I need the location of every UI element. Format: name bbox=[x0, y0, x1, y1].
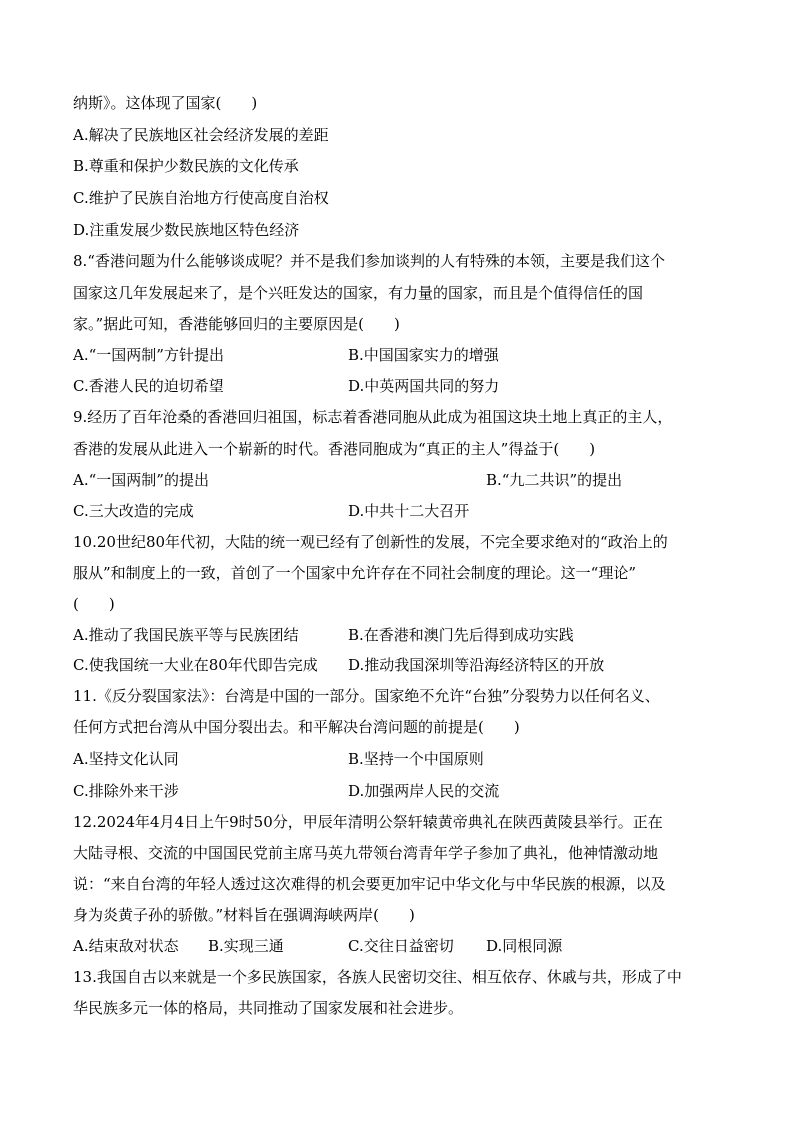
q10-option-c[interactable]: C.使我国统一大业在80年代即告完成 bbox=[73, 656, 318, 674]
q10-stem-line-2: 服从”和制度上的一致，首创了一个国家中允许存在不同社会制度的理论。这一“理论” bbox=[73, 564, 637, 582]
q7-option-b[interactable]: B.尊重和保护少数民族的文化传承 bbox=[73, 157, 299, 175]
q8-stem-line-1: 8.“香港问题为什么能够谈成呢？并不是我们参加谈判的人有特殊的本领，主要是我们这个 bbox=[73, 252, 665, 270]
q10-stem-line-3: ( ) bbox=[73, 595, 115, 613]
q12-stem-line-2: 大陆寻根、交流的中国国民党前主席马英九带领台湾青年学子参加了典礼，他神情激动地 bbox=[73, 844, 659, 862]
q8-option-d[interactable]: D.中英两国共同的努力 bbox=[348, 377, 500, 395]
q8-stem-line-2: 国家这几年发展起来了，是个兴旺发达的国家，有力量的国家，而且是个值得信任的国 bbox=[73, 284, 644, 302]
q8-option-c[interactable]: C.香港人民的迫切希望 bbox=[73, 377, 224, 395]
q11-option-c[interactable]: C.排除外来干涉 bbox=[73, 782, 179, 800]
q11-option-d[interactable]: D.加强两岸人民的交流 bbox=[348, 782, 500, 800]
q7-option-c[interactable]: C.维护了民族自治地方行使高度自治权 bbox=[73, 189, 329, 207]
q10-option-b[interactable]: B.在香港和澳门先后得到成功实践 bbox=[348, 626, 574, 644]
q9-option-b[interactable]: B.“九二共识”的提出 bbox=[486, 471, 623, 489]
q10-option-d[interactable]: D.推动我国深圳等沿海经济特区的开放 bbox=[348, 656, 605, 674]
q11-stem-line-2: 任何方式把台湾从中国分裂出去。和平解决台湾问题的前提是( ) bbox=[73, 718, 520, 736]
q11-option-a[interactable]: A.坚持文化认同 bbox=[73, 750, 179, 768]
q9-option-a[interactable]: A.“一国两制”的提出 bbox=[73, 471, 209, 489]
q8-option-a[interactable]: A.“一国两制”方针提出 bbox=[73, 346, 224, 364]
q9-stem-line-2: 香港的发展从此进入一个崭新的时代。香港同胞成为“真正的主人”得益于( ) bbox=[73, 440, 596, 458]
q9-option-c[interactable]: C.三大改造的完成 bbox=[73, 502, 194, 520]
q10-option-a[interactable]: A.推动了我国民族平等与民族团结 bbox=[73, 626, 299, 644]
q12-option-a[interactable]: A.结束敌对状态 bbox=[73, 937, 179, 955]
q11-stem-line-1: 11.《反分裂国家法》：台湾是中国的一部分。国家绝不允许“台独”分裂势力以任何名义、 bbox=[73, 687, 660, 705]
q12-stem-line-4: 身为炎黄子孙的骄傲。”材料旨在强调海峡两岸( ) bbox=[73, 906, 415, 924]
q10-stem-line-1: 10.20世纪80年代初，大陆的统一观已经有了创新性的发展，不完全要求绝对的“政治上的 bbox=[73, 533, 668, 551]
q13-stem-line-1: 13.我国自古以来就是一个多民族国家，各族人民密切交往、相互依存、休戚与共，形成了中 bbox=[73, 968, 682, 986]
q11-option-b[interactable]: B.坚持一个中国原则 bbox=[348, 750, 484, 768]
q8-stem-line-3: 家。”据此可知，香港能够回归的主要原因是( ) bbox=[73, 315, 400, 333]
q12-option-b[interactable]: B.实现三通 bbox=[208, 937, 284, 955]
q13-stem-line-2: 华民族多元一体的格局，共同推动了国家发展和社会进步。 bbox=[73, 999, 464, 1017]
q12-stem-line-1: 12.2024年4月4日上午9时50分，甲辰年清明公祭轩辕黄帝典礼在陕西黄陵县举行。正在 bbox=[73, 813, 663, 831]
q7-option-a[interactable]: A.解决了民族地区社会经济发展的差距 bbox=[73, 126, 329, 144]
q12-option-c[interactable]: C.交往日益密切 bbox=[348, 937, 454, 955]
q12-option-d[interactable]: D.同根同源 bbox=[486, 937, 563, 955]
q9-option-d[interactable]: D.中共十二大召开 bbox=[348, 502, 470, 520]
q7-stem-end: 纳斯》。这体现了国家( ) bbox=[73, 94, 258, 112]
q12-stem-line-3: 说：“来自台湾的年轻人透过这次难得的机会要更加牢记中华文化与中华民族的根源，以及 bbox=[73, 875, 666, 893]
q8-option-b[interactable]: B.中国国家实力的增强 bbox=[348, 346, 499, 364]
q7-option-d[interactable]: D.注重发展少数民族地区特色经济 bbox=[73, 221, 300, 239]
q9-stem-line-1: 9.经历了百年沧桑的香港回归祖国，标志着香港同胞从此成为祖国这块土地上真正的主人， bbox=[73, 408, 673, 426]
